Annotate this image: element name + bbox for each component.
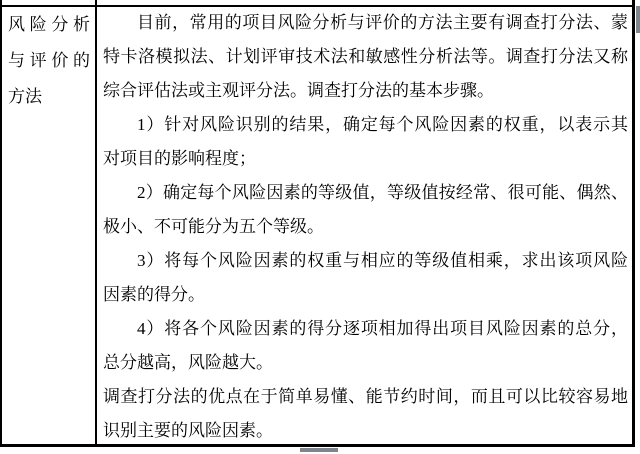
- text-line: 目前，常用的项目风险分析与评价的方法主要有调查打分法、蒙: [137, 13, 628, 32]
- table-border-right: [632, 0, 635, 447]
- text-line: 1）针对风险识别的结果，确定每个风险因素的权重，以表示其: [137, 115, 628, 134]
- text-line: 特卡洛模拟法、计划评审技术法和敏感性分析法等。调查打分法又称: [103, 47, 628, 66]
- vertical-scrollbar-thumb[interactable]: [636, 6, 640, 33]
- text-line: 与评价的: [8, 51, 90, 70]
- table-border-left: [0, 0, 2, 447]
- table-column-divider: [95, 0, 97, 447]
- text-line: 4）将各个风险因素的得分逐项相加得出项目风险因素的总分，: [137, 319, 628, 338]
- text-line: 方法: [8, 87, 42, 106]
- row-header-cell: [8, 7, 90, 115]
- text-line: 极小、不可能分为五个等级。: [103, 217, 324, 236]
- content-cell: [103, 6, 628, 448]
- horizontal-scrollbar-thumb[interactable]: [300, 448, 338, 452]
- text-line: 2）确定每个风险因素的等级值，等级值按经常、很可能、偶然、: [137, 183, 628, 202]
- text-line: 3）将每个风险因素的权重与相应的等级值相乘，求出该项风险: [137, 251, 628, 270]
- text-line: 综合评估法或主观评分法。调查打分法的基本步骤。: [103, 81, 494, 100]
- text-line: 因素的得分。: [103, 285, 205, 304]
- text-line: 识别主要的风险因素。: [103, 421, 273, 440]
- text-line: 对项目的影响程度；: [103, 149, 256, 168]
- text-line: 风险分析: [8, 15, 90, 34]
- text-line: 总分越高，风险越大。: [103, 353, 273, 372]
- text-line: 调查打分法的优点在于简单易懂、能节约时间，而且可以比较容易地: [103, 387, 628, 406]
